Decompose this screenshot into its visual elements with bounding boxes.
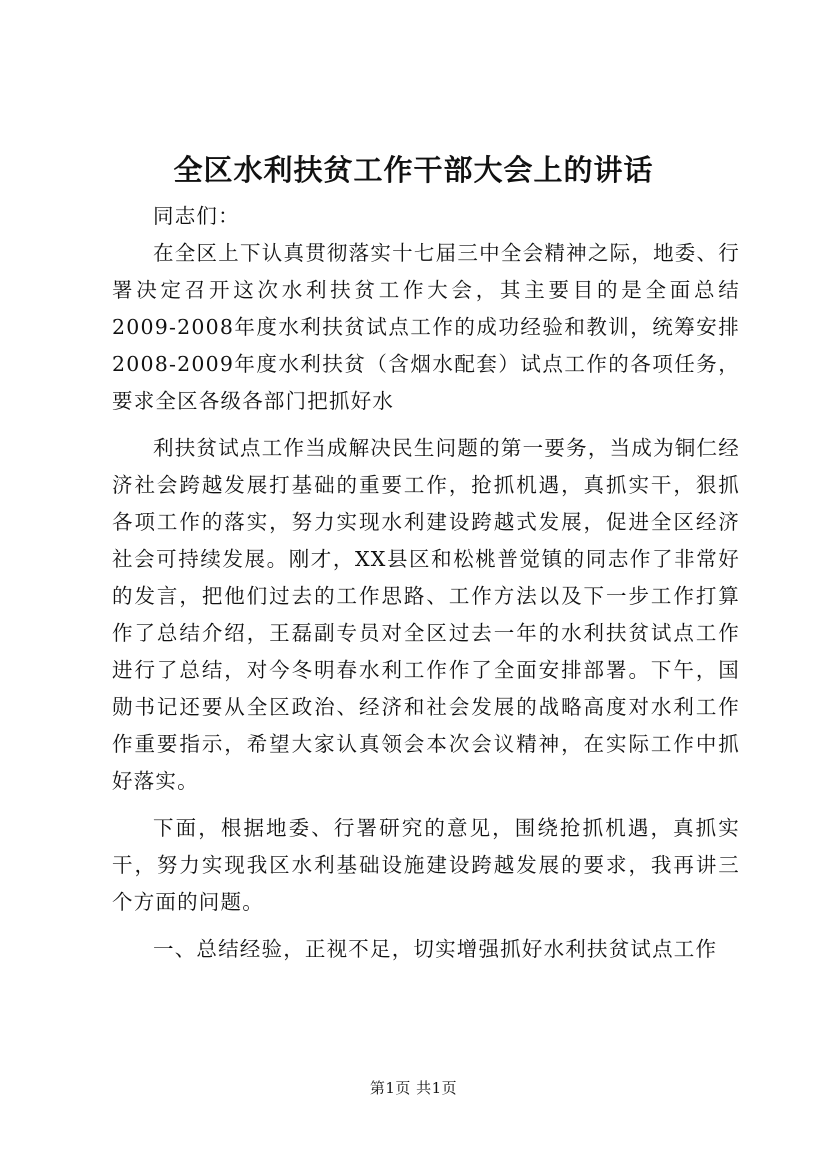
document-title: 全区水利扶贫工作干部大会上的讲话 [173,153,654,187]
paragraph: 下面，根据地委、行署研究的意见，围绕抢抓机遇，真抓实干，努力实现我区水利基础设施建设跨越发展的要求，我再讲三个方面的问题。 [112,816,740,914]
section-heading: 一、总结经验，正视不足，切实增强抓好水利扶贫试点工作 [153,937,718,961]
paragraph: 利扶贫试点工作当成解决民生问题的第一要务，当成为铜仁经济社会跨越发展打基础的重要工作，抢抓机遇，真抓实干，狠抓各项工作的落实，努力实现水利建设跨越式发展，促进全区经济社会可持续发展。刚才，XX县区和松桃普觉镇的同志作了非常好的发言，把他们过去的工作思路、工作方法以及下一步工作打算作了总结介绍，王磊副专员对全区过去一年的水利扶贫试点工作进行了总结，对今冬明春水利工作作了全面安排部署。下午，国勋书记还要从全区政治、经济和社会发展的战略高度对水利工作作重要指示，希望大家认真领会本次会议精神，在实际工作中抓好落实。 [112,436,740,793]
document-body [112,198,740,968]
salutation: 同志们： [153,204,240,228]
page-footer: 第1页 共1页 [369,1079,458,1097]
paragraph: 在全区上下认真贯彻落实十七届三中全会精神之际，地委、行署决定召开这次水利扶贫工作大会，其主要目的是全面总结2009-2008年度水利扶贫试点工作的成功经验和教训，统筹安排2008-2009年度水利扶贫（含烟水配套）试点工作的各项任务，要求全区各级各部门把抓好水 [112,241,740,413]
